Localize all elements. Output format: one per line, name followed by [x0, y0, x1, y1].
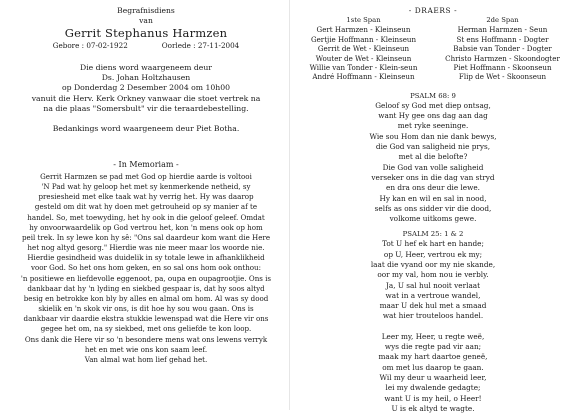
memoriam-line: hy onvoorwaardelik op God vertrou het, kon 'n mens ook op hom — [29, 222, 263, 232]
bearer-name: Wouter de Wet - Kleinseun — [315, 53, 412, 63]
bearer-name: Gert Harmzen - Kleinseun — [316, 25, 411, 35]
memoriam-line: presiesheid met elke taak wat hy verrig het. Hy was daarop — [38, 192, 254, 202]
stanza-gap — [294, 322, 572, 332]
memoriam-line: het en met wie ons kon saam leef. — [84, 344, 208, 354]
memoriam-line: skielik en 'n skok vir ons, is dit hoe hy sou wou gaan. Ons is — [38, 304, 254, 314]
memoriam-line: dankbaar dat hy 'n lyding en siekbed gespaar is, dat hy soos altyd — [27, 283, 265, 293]
team-2-heading: 2de Span — [486, 16, 519, 24]
psalm-line: Hy kan en wil en sal in nood, — [379, 193, 487, 203]
bearer-name: Gertjie Hoffmann - Kleinseun — [310, 34, 417, 44]
memoriam-line: voor God. So het ons hom geken, en so sal ons hom ook onthou: — [30, 263, 262, 273]
bearers-list — [294, 16, 572, 82]
memoriam-line: het nog altyd gesorg." Hierdie was nie meer maar los woorde nie. — [27, 243, 265, 253]
psalm-line: die God van saligheid nie prys, — [375, 142, 491, 152]
psalm-line: want U is my heil, o Heer! — [384, 393, 482, 403]
death-date: Oorlede : 27-11-2004 — [161, 41, 240, 50]
page-fold — [289, 0, 290, 410]
psalm-2-title: PSALM 25: 1 & 2 — [402, 230, 464, 239]
memoriam-line: handel. So, met toewyding, het hy ook in die geloof geleef. Omdat — [27, 212, 265, 222]
memoriam-line: besig en betrokke kon bly by alles en almal om hom. Al was sy dood — [23, 293, 269, 303]
memoriam-line: dankbaar vir daardie ekstra stukkie lewenspad wat die Here vir ons — [23, 314, 269, 324]
psalm-line: om met lus daarop te gaan. — [382, 362, 484, 372]
psalm-line: wat hier trouteloos handel. — [382, 311, 484, 321]
birth-date: Gebore : 07-02-1922 — [52, 41, 128, 50]
bearer-name: Willie van Tonder - Klein-seun — [309, 63, 418, 73]
psalm-line: met ryke seeninge. — [397, 121, 469, 131]
service-line: op Donderdag 2 Desember 2004 om 10h00 — [61, 83, 231, 93]
life-dates — [10, 41, 282, 51]
memoriam-title: - In Memoriam - — [113, 160, 179, 170]
psalm-line: wat in a vertroue wandel, — [385, 290, 481, 300]
psalm-line: U is ek altyd te wagte. — [391, 403, 475, 413]
bearer-name: Gerrit de Wet - Kleinseun — [317, 44, 410, 54]
bearers-team-2 — [433, 16, 572, 82]
bearers-team-1 — [294, 16, 433, 82]
psalm-line: oor my val, hom nou ie verbly. — [377, 270, 489, 280]
memoriam-line: 'n positiewe en liefdevolle eggenoot, pa, oupa en oupagrootjie. Ons is — [20, 273, 272, 283]
deceased-name: Gerrit Stephanus Harmzen — [64, 26, 228, 40]
psalm-line: op U, Heer, vertrou ek my; — [383, 249, 483, 259]
programme-van: van — [139, 16, 153, 25]
psalm-line: Ja, U sal hul nooit verlaat — [385, 280, 481, 290]
service-details — [10, 63, 282, 114]
memoriam-line: gegee het om, na sy siekbed, met ons geliefde te kon loop. — [40, 324, 252, 334]
psalm-line: Tot U hef ek hart en hande; — [382, 239, 484, 249]
psalm-line: Wil my deur u waarheid leer, — [379, 372, 487, 382]
psalm-1-title: PSALM 68: 9 — [410, 91, 456, 100]
bearer-name: André Hoffmann - Kleinseun — [312, 72, 415, 82]
right-panel — [294, 6, 572, 414]
psalm-line: volkome uitkoms gewe. — [389, 214, 477, 224]
team-1-heading: 1ste Span — [346, 16, 381, 24]
psalm-line: Wie sou Hom dan nie dank bewys, — [369, 131, 497, 141]
bearer-name: Piet Hoffmann - Skoonseun — [453, 63, 552, 73]
memoriam-line: Hierdie gesindheid was duidelik in sy totale lewe in afhanklikheid — [27, 253, 265, 263]
psalm-line: selfs as ons sidder vir die dood, — [374, 203, 492, 213]
service-line: Ds. Johan Holtzhausen — [101, 73, 191, 83]
psalm-line: Die God van volle saligheid — [382, 162, 484, 172]
memoriam-text — [10, 172, 282, 365]
left-panel — [10, 6, 282, 365]
memoriam-line: 'N Pad wat hy geloop het met sy kenmerkende netheid, sy — [41, 182, 251, 192]
psalm-line: laat die vyand oor my nie skande, — [370, 260, 496, 269]
psalm-line: want Hy gee ons dag aan dag — [378, 111, 488, 121]
psalm-line: verseker ons in die dag van stryd — [371, 172, 495, 182]
bearer-name: Christo Harmzen - Skoondogter — [445, 53, 560, 63]
programme-heading: Begrafnisdiens — [117, 6, 175, 15]
psalm-line: en dra ons deur die lewe. — [386, 183, 480, 193]
psalm-line: Geloof sy God met diep ontsag, — [375, 100, 491, 110]
bearer-name: Flip de Wet - Skoonseun — [458, 72, 547, 82]
psalm-line: lei my dwalende gedagte; — [385, 383, 481, 393]
memoriam-line: peil trek. In sy lewe kon hy sê: "Ons sal daardeur kom want die Here — [21, 232, 271, 242]
thanks-line: Bedankings word waargeneem deur Piet Botha. — [52, 124, 240, 134]
psalm-line: met al die belofte? — [398, 152, 468, 162]
bearers-title: - DRAERS - — [408, 6, 458, 15]
psalm-line: wys die regte pad vir aan; — [384, 342, 482, 352]
bearer-name: Babsie van Tonder - Dogter — [453, 44, 552, 54]
psalm-2-stanza-1 — [294, 239, 572, 321]
memoriam-line: Van almal wat hom lief gehad het. — [84, 354, 208, 364]
bearer-name: Herman Harmzen - Seun — [457, 25, 548, 35]
service-line: Die diens word waargeneem deur — [80, 63, 212, 72]
bearer-name: St ens Hoffmann - Dogter — [456, 34, 549, 44]
psalm-2-stanza-2 — [294, 332, 572, 414]
memoriam-line: Ons dank die Here vir so 'n besondere mens wat ons lewens verryk — [24, 334, 268, 344]
psalm-line: maar U dek hul met a smaad — [379, 301, 487, 311]
psalm-line: Leer my, Heer, u regte weë, — [381, 331, 485, 341]
psalm-line: maak my hart daartoe geneë, — [378, 352, 488, 362]
memoriam-line: gesteld om dit wat hy doen met getrouheid op sy manier af te — [34, 202, 258, 212]
service-line: vanuit die Herv. Kerk Orkney vanwaar die stoet vertrek na — [31, 93, 261, 103]
psalm-1-text — [294, 101, 572, 225]
memoriam-line: Gerrit Harmzen se pad met God op hierdie aarde is voltooi — [40, 172, 252, 182]
service-line: na die plaas "Somersbult" vir die teraardebestelling. — [43, 103, 249, 113]
